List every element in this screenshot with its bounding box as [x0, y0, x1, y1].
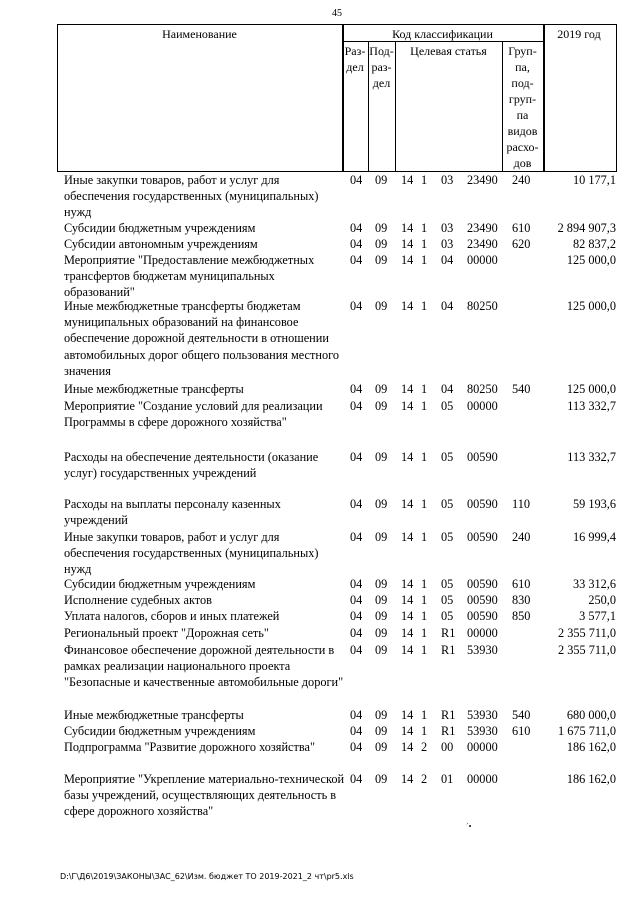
header-target: Целевая статья [410, 44, 487, 58]
amount-2019: 3 577,1 [579, 609, 616, 623]
razdel-code: 04 [350, 593, 363, 607]
target-code-1: 14 [401, 450, 414, 464]
razdel-code: 04 [350, 299, 363, 313]
podrazdel-code: 09 [375, 253, 388, 267]
scan-mark: ´• [466, 822, 472, 831]
target-code-4: 53930 [467, 643, 498, 657]
amount-2019: 125 000,0 [566, 299, 616, 313]
amount-2019: 16 999,4 [572, 530, 616, 544]
target-code-3: 05 [441, 450, 454, 464]
target-code-1: 14 [401, 609, 414, 623]
expense-type-code: 610 [512, 724, 531, 738]
podrazdel-code: 09 [375, 497, 388, 511]
target-code-3: 05 [441, 609, 454, 623]
target-code-2: 1 [421, 382, 428, 396]
podrazdel-code: 09 [375, 626, 388, 640]
target-code-2: 1 [421, 299, 428, 313]
razdel-code: 04 [350, 772, 363, 786]
target-code-3: 05 [441, 497, 454, 511]
target-code-2: 1 [421, 173, 428, 187]
row-name: Уплата налогов, сборов и иных платежей [64, 609, 280, 623]
target-code-4: 00590 [467, 593, 498, 607]
podrazdel-code: 09 [375, 221, 388, 235]
target-code-3: 05 [441, 399, 454, 413]
target-code-4: 53930 [467, 708, 498, 722]
razdel-code: 04 [350, 450, 363, 464]
podrazdel-code: 09 [375, 530, 388, 544]
amount-2019: 2 894 907,3 [557, 221, 616, 235]
row-name: Региональный проект "Дорожная сеть" [64, 626, 269, 640]
target-code-3: R1 [441, 626, 456, 640]
target-code-2: 2 [421, 740, 428, 754]
amount-2019: 82 837,2 [572, 237, 616, 251]
file-path-footer: D:\Г\Д6\2019\ЗАКОНЫ\ЗАС_62\Изм. бюджет ТО 2019-2021_2 чт\pr5.xls [60, 872, 354, 881]
podrazdel-code: 09 [375, 382, 388, 396]
row-name: Иные закупки товаров, работ и услуг для обеспечения государственных (муниципальных) нужд [64, 173, 319, 220]
row-name: Субсидии бюджетным учреждениям [64, 577, 256, 591]
podrazdel-code: 09 [375, 237, 388, 251]
row-name: Иные межбюджетные трансферты [64, 382, 244, 396]
target-code-1: 14 [401, 740, 414, 754]
razdel-code: 04 [350, 530, 363, 544]
expense-type-code: 830 [512, 593, 531, 607]
target-code-3: 01 [441, 772, 454, 786]
razdel-code: 04 [350, 724, 363, 738]
target-code-2: 1 [421, 626, 428, 640]
target-code-2: 1 [421, 399, 428, 413]
expense-type-code: 240 [512, 530, 531, 544]
target-code-4: 23490 [467, 237, 498, 251]
page-number: 45 [332, 8, 342, 19]
row-name: Мероприятие "Создание условий для реализации Программы в сфере дорожного хозяйства" [64, 399, 323, 430]
target-code-3: 05 [441, 530, 454, 544]
target-code-2: 1 [421, 221, 428, 235]
amount-2019: 2 355 711,0 [558, 626, 616, 640]
target-code-2: 1 [421, 724, 428, 738]
razdel-code: 04 [350, 643, 363, 657]
target-code-3: 05 [441, 577, 454, 591]
expense-type-code: 540 [512, 708, 531, 722]
podrazdel-code: 09 [375, 593, 388, 607]
razdel-code: 04 [350, 382, 363, 396]
row-name: Мероприятие "Предоставление межбюджетных трансфертов бюджетам муниципальных образований" [64, 253, 315, 300]
target-code-2: 1 [421, 237, 428, 251]
target-code-4: 00000 [467, 626, 498, 640]
row-name: Иные межбюджетные трансферты бюджетам муниципальных образований на финансовое обеспечение дорожной деятельности в отношении автомобильных дорог общего пользования местного значения [64, 299, 340, 378]
row-name: Субсидии бюджетным учреждениям [64, 221, 256, 235]
target-code-3: 03 [441, 237, 454, 251]
expense-type-code: 610 [512, 577, 531, 591]
target-code-3: R1 [441, 708, 456, 722]
target-code-1: 14 [401, 626, 414, 640]
expense-type-code: 620 [512, 237, 531, 251]
razdel-code: 04 [350, 626, 363, 640]
header-year-cell [543, 24, 617, 172]
podrazdel-code: 09 [375, 450, 388, 464]
expense-type-code: 850 [512, 609, 531, 623]
header-code-group: Код классификации [392, 27, 493, 41]
expense-type-code: 240 [512, 173, 531, 187]
row-name: Иные закупки товаров, работ и услуг для обеспечения государственных (муниципальных) нужд [64, 530, 319, 577]
amount-2019: 186 162,0 [566, 740, 616, 754]
amount-2019: 113 332,7 [567, 450, 616, 464]
target-code-3: R1 [441, 643, 456, 657]
expense-type-code: 610 [512, 221, 531, 235]
target-code-4: 00000 [467, 253, 498, 267]
amount-2019: 186 162,0 [566, 772, 616, 786]
target-code-2: 1 [421, 577, 428, 591]
target-code-1: 14 [401, 382, 414, 396]
amount-2019: 680 000,0 [566, 708, 616, 722]
header-razdel: Раз- дел [344, 44, 366, 74]
razdel-code: 04 [350, 253, 363, 267]
target-code-2: 1 [421, 609, 428, 623]
podrazdel-code: 09 [375, 609, 388, 623]
header-col-line [395, 41, 396, 171]
target-code-4: 80250 [467, 382, 498, 396]
row-name: Иные межбюджетные трансферты [64, 708, 244, 722]
amount-2019: 1 675 711,0 [558, 724, 616, 738]
target-code-3: 04 [441, 253, 454, 267]
target-code-2: 2 [421, 772, 428, 786]
row-name: Подпрограмма "Развитие дорожного хозяйства" [64, 740, 315, 754]
target-code-1: 14 [401, 724, 414, 738]
target-code-1: 14 [401, 237, 414, 251]
header-vid: Груп- па, под- груп- па видов расхо- дов [506, 44, 539, 170]
target-code-1: 14 [401, 643, 414, 657]
target-code-2: 1 [421, 497, 428, 511]
target-code-2: 1 [421, 253, 428, 267]
row-name: Субсидии бюджетным учреждениям [64, 724, 256, 738]
target-code-3: 00 [441, 740, 454, 754]
target-code-4: 00000 [467, 740, 498, 754]
target-code-4: 00590 [467, 497, 498, 511]
target-code-1: 14 [401, 173, 414, 187]
razdel-code: 04 [350, 497, 363, 511]
razdel-code: 04 [350, 173, 363, 187]
expense-type-code: 110 [512, 497, 530, 511]
amount-2019: 59 193,6 [572, 497, 616, 511]
target-code-1: 14 [401, 708, 414, 722]
target-code-2: 1 [421, 450, 428, 464]
amount-2019: 10 177,1 [572, 173, 616, 187]
table-header [57, 24, 617, 171]
target-code-2: 1 [421, 593, 428, 607]
target-code-3: 03 [441, 221, 454, 235]
podrazdel-code: 09 [375, 772, 388, 786]
amount-2019: 250,0 [588, 593, 616, 607]
target-code-1: 14 [401, 299, 414, 313]
target-code-4: 00000 [467, 772, 498, 786]
target-code-4: 00590 [467, 530, 498, 544]
podrazdel-code: 09 [375, 577, 388, 591]
target-code-1: 14 [401, 399, 414, 413]
amount-2019: 125 000,0 [566, 382, 616, 396]
podrazdel-code: 09 [375, 399, 388, 413]
target-code-3: 03 [441, 173, 454, 187]
row-name: Исполнение судебных актов [64, 593, 212, 607]
target-code-2: 1 [421, 530, 428, 544]
target-code-1: 14 [401, 772, 414, 786]
row-name: Финансовое обеспечение дорожной деятельности в рамках реализации национального проекта "Безопасные и качественные автомобильные дороги" [64, 643, 344, 690]
target-code-1: 14 [401, 497, 414, 511]
target-code-1: 14 [401, 221, 414, 235]
target-code-4: 53930 [467, 724, 498, 738]
header-name: Наименование [162, 27, 237, 41]
header-year: 2019 год [557, 27, 601, 41]
amount-2019: 113 332,7 [567, 399, 616, 413]
target-code-3: 05 [441, 593, 454, 607]
amount-2019: 125 000,0 [566, 253, 616, 267]
podrazdel-code: 09 [375, 299, 388, 313]
target-code-1: 14 [401, 577, 414, 591]
target-code-4: 00590 [467, 577, 498, 591]
podrazdel-code: 09 [375, 643, 388, 657]
target-code-3: R1 [441, 724, 456, 738]
target-code-3: 04 [441, 382, 454, 396]
row-name: Расходы на выплаты персоналу казенных учреждений [64, 497, 281, 528]
target-code-1: 14 [401, 253, 414, 267]
target-code-4: 23490 [467, 173, 498, 187]
target-code-2: 1 [421, 643, 428, 657]
target-code-2: 1 [421, 708, 428, 722]
target-code-4: 80250 [467, 299, 498, 313]
target-code-1: 14 [401, 530, 414, 544]
target-code-4: 00590 [467, 450, 498, 464]
podrazdel-code: 09 [375, 173, 388, 187]
header-name-cell [57, 24, 344, 172]
expense-type-code: 540 [512, 382, 531, 396]
razdel-code: 04 [350, 399, 363, 413]
target-code-4: 23490 [467, 221, 498, 235]
razdel-code: 04 [350, 221, 363, 235]
amount-2019: 2 355 711,0 [558, 643, 616, 657]
target-code-3: 04 [441, 299, 454, 313]
amount-2019: 33 312,6 [572, 577, 616, 591]
row-name: Субсидии автономным учреждениям [64, 237, 258, 251]
podrazdel-code: 09 [375, 708, 388, 722]
row-name: Мероприятие "Укрепление материально-технической базы учреждений, осуществляющих деятельность в сфере дорожного хозяйства" [64, 772, 345, 819]
target-code-4: 00000 [467, 399, 498, 413]
podrazdel-code: 09 [375, 740, 388, 754]
razdel-code: 04 [350, 609, 363, 623]
razdel-code: 04 [350, 740, 363, 754]
razdel-code: 04 [350, 708, 363, 722]
row-name: Расходы на обеспечение деятельности (оказание услуг) государственных учреждений [64, 450, 319, 481]
target-code-1: 14 [401, 593, 414, 607]
razdel-code: 04 [350, 237, 363, 251]
header-podrazdel: Под- раз- дел [369, 44, 394, 90]
razdel-code: 04 [350, 577, 363, 591]
target-code-4: 00590 [467, 609, 498, 623]
podrazdel-code: 09 [375, 724, 388, 738]
